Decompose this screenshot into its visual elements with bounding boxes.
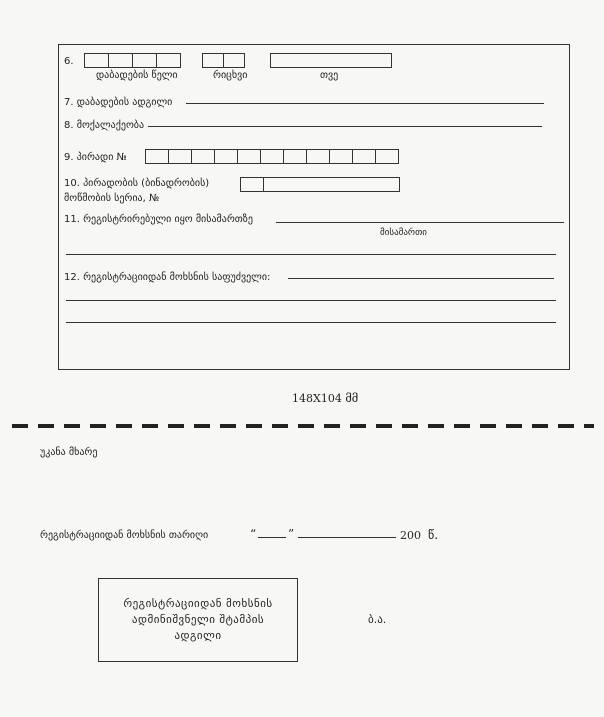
deregistration-reason-line-2[interactable] (66, 300, 556, 301)
stamp-box (98, 578, 298, 662)
birth-day-label: რიცხვი (213, 70, 248, 81)
date-close-quote: ” (288, 527, 295, 541)
date-open-quote: “ (250, 527, 257, 541)
deregistration-reason-label: 12. რეგისტრაციიდან მოხსნის საფუძველი: (64, 272, 271, 283)
deregistration-reason-line-1[interactable] (288, 278, 554, 279)
birthplace-label: 7. დაბადების ადგილი (64, 97, 173, 108)
back-side-title: უკანა მხარე (40, 447, 98, 458)
address-sublabel: მისამართი (380, 228, 427, 238)
birth-month-box[interactable] (270, 53, 392, 68)
seal-label: ბ.ა. (368, 613, 387, 626)
registered-address-line-2[interactable] (66, 254, 556, 255)
birthplace-line[interactable] (186, 103, 544, 104)
stamp-text-line1: რეგისტრაციიდან მოხსნის (123, 597, 273, 610)
registered-address-label: 11. რეგისტრირებული იყო მისამართზე (64, 214, 253, 225)
date-day-line[interactable] (258, 537, 286, 538)
size-note: 148X104 მმ (292, 392, 359, 405)
id-card-label-line2: მოწმობის სერია, № (64, 193, 160, 204)
personal-number-cells[interactable] (145, 149, 399, 164)
id-card-label-line1: 10. პირადობის (ბინადრობის) (64, 178, 210, 189)
stamp-text-line2: ადმინიშვნელი შტამპის (131, 613, 265, 626)
deregistration-date-label: რეგისტრაციიდან მოხსნის თარიღი (40, 530, 209, 541)
birth-day-cells[interactable] (202, 53, 245, 68)
deregistration-reason-line-3[interactable] (66, 322, 556, 323)
citizenship-label: 8. მოქალაქეობა (64, 120, 145, 131)
cut-line (12, 424, 594, 428)
birth-year-cells[interactable] (84, 53, 181, 68)
birth-year-label: დაბადების წელი (96, 70, 178, 81)
field-6-number: 6. (64, 56, 74, 67)
date-month-line[interactable] (298, 537, 396, 538)
birth-month-label: თვე (320, 70, 339, 81)
id-card-series-cells[interactable] (240, 177, 400, 192)
year-suffix: წ. (428, 528, 439, 542)
citizenship-line[interactable] (148, 126, 542, 127)
registered-address-line[interactable] (276, 222, 564, 223)
year-prefix: 200 (400, 529, 421, 542)
personal-number-label: 9. პირადი № (64, 152, 127, 163)
stamp-text-line3: ადგილი (174, 629, 222, 642)
